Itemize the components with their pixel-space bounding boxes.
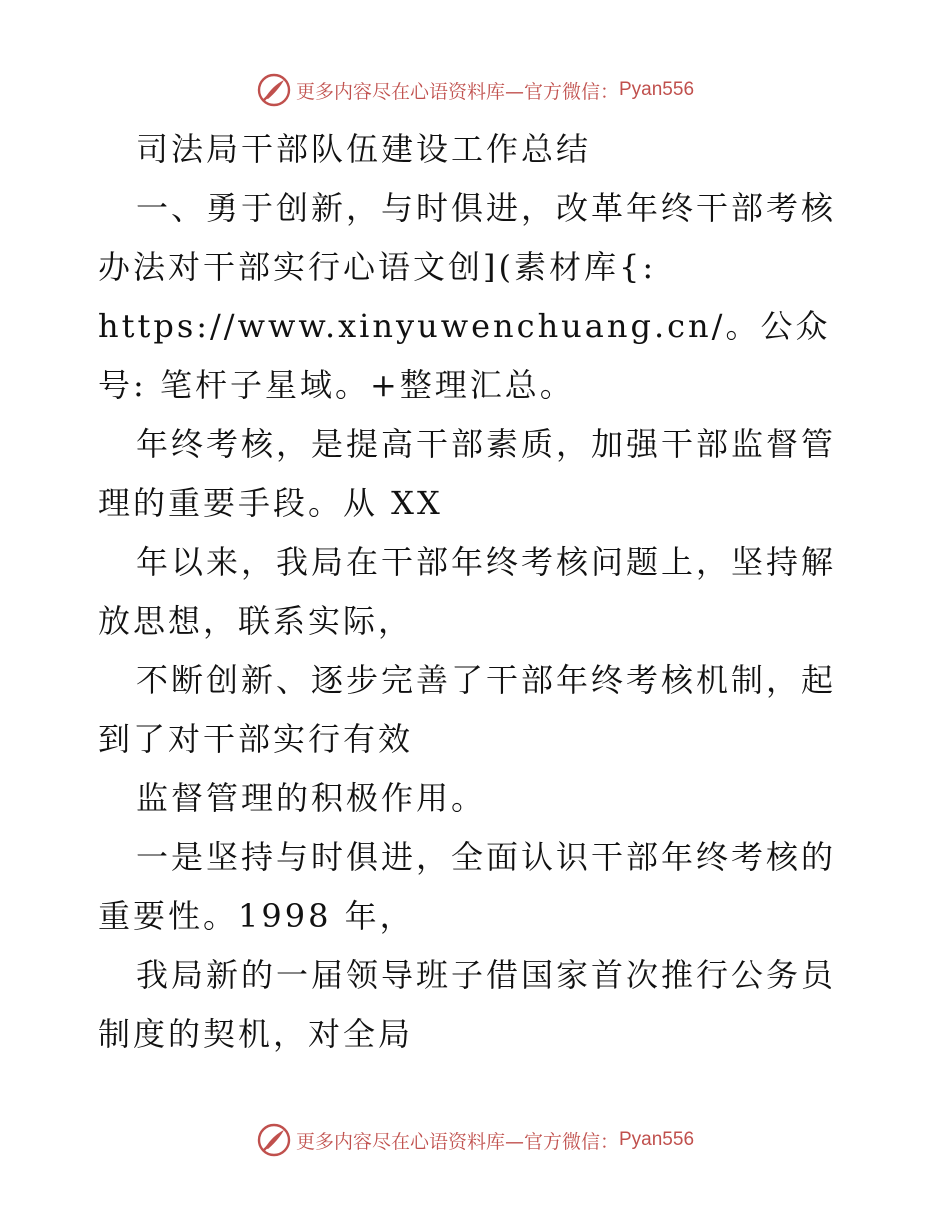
document-body xyxy=(98,120,853,1064)
banner-wechat-id: Pyan556 xyxy=(619,1129,695,1150)
quill-pen-logo-icon xyxy=(256,1122,292,1158)
paragraph: 年终考核，是提高干部素质，加强干部监督管理的重要手段。从 XX xyxy=(98,425,837,522)
banner-text: 更多内容尽在心语资料库—官方微信： xyxy=(295,80,619,103)
footer-watermark-banner xyxy=(0,1118,950,1162)
header-watermark-banner xyxy=(0,68,950,112)
quill-pen-logo-icon xyxy=(256,72,292,108)
paragraph: 监督管理的积极作用。 xyxy=(136,779,487,817)
paragraph: 年以来，我局在干部年终考核问题上，坚持解放思想，联系实际， xyxy=(98,543,837,640)
paragraph: 不断创新、逐步完善了干部年终考核机制，起到了对干部实行有效 xyxy=(98,661,837,758)
paragraph: 一是坚持与时俱进，全面认识干部年终考核的重要性。1998 年， xyxy=(98,838,837,935)
banner-wechat-id: Pyan556 xyxy=(619,79,695,100)
paragraph: 一、勇于创新，与时俱进，改革年终干部考核办法对干部实行心语文创](素材库{: https://www.xinyuwenchuang.cn/。公众号: 笔杆子星域。+整理汇总。 xyxy=(98,189,837,404)
paragraph: 我局新的一届领导班子借国家首次推行公务员制度的契机，对全局 xyxy=(98,956,837,1053)
document-title: 司法局干部队伍建设工作总结 xyxy=(136,130,592,168)
banner-text: 更多内容尽在心语资料库—官方微信： xyxy=(295,1130,619,1153)
